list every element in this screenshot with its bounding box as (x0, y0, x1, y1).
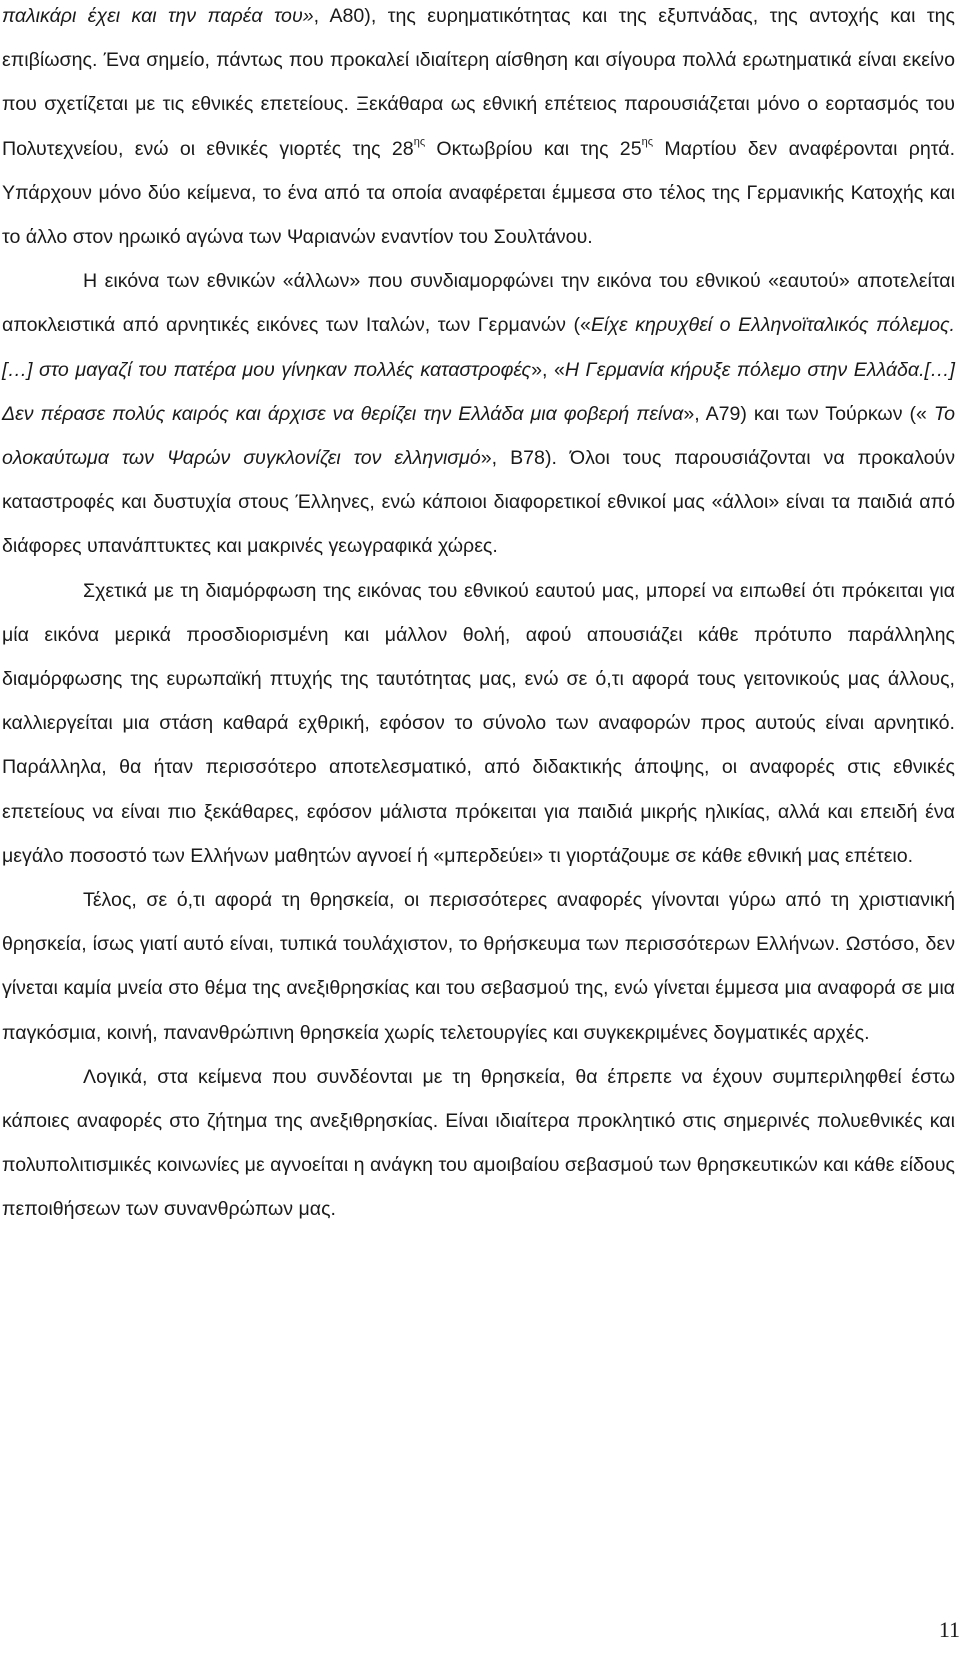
ordinal-suffix: ης (413, 135, 426, 148)
text-run: », Α79) και των Τούρκων (« (683, 402, 934, 425)
text-run: », « (531, 358, 565, 381)
italic-quote: Η Γερμανία κήρυξε πόλεμο στην Ελλάδα.[…] Δεν πέρασε πολύς καιρός και άρχισε να θερίζει την Ελλάδα μια φοβερή πείνα (2, 358, 955, 425)
italic-quote: Είχε κηρυχθεί ο Ελληνοϊταλικός πόλεμος.[…] στο μαγαζί του πατέρα μου γίνηκαν πολλές καταστροφές (2, 314, 956, 381)
text-run: Τέλος, σε ό,τι αφορά τη θρησκεία, οι περισσότερες αναφορές γίνονται γύρω από τη χριστιανική θρησκεία, ίσως γιατί αυτό είναι, τυπικά τουλάχιστον, το θρήσκευμα των περισσότερων Ελλήνων. Ωστόσο, δεν γίνεται καμία μνεία στο θέμα της ανεξιθρησκίας και του σεβασμού της, ενώ γίνεται έμμεσα μια αναφορά σε μια παγκόσμια, κοινή, πανανθρώπινη θρησκεία χωρίς τελετουργίες και συγκεκριμένες δογματικές αρχές. (2, 889, 955, 1044)
italic-quote: παλικάρι έχει και την παρέα του» (2, 5, 314, 27)
italic-quote: Το ολοκαύτωμα των Ψαρών συγκλονίζει τον ελληνισμό (2, 402, 955, 470)
ordinal-suffix: ης (641, 135, 654, 148)
page-number: 11 (938, 1617, 960, 1642)
paragraph (2, 878, 955, 1055)
text-run: , Α80), της ευρηματικότητας και της εξυπνάδας, της αντοχής και της επιβίωσης. Ένα σημείο, πάντως που προκαλεί ιδιαίτερη αίσθηση και σίγουρα πολλά ερωτηματικά είναι εκείνο που σχετίζεται με τις εθνικές επετείους. Ξεκάθαρα ως εθνική επέτειος παρουσιάζεται μόνο ο εορτασμός του Πολυτεχνείου, ενώ οι εθνικές γιορτές της 28 (2, 5, 955, 160)
paragraph (2, 569, 955, 878)
text-run: Μαρτίου δεν αναφέρονται ρητά. Υπάρχουν μόνο δύο κείμενα, το ένα από τα οποία αναφέρεται έμμεσα στο τέλος της Γερμανικής Κατοχής και το άλλο στον ηρωικό αγώνα των Ψαριανών εναντίον του Σουλτάνου. (2, 137, 956, 249)
body-text (2, 0, 960, 1232)
text-run: Οκτωβρίου και της 25 (425, 137, 642, 160)
paragraph (2, 0, 955, 259)
text-run: Λογικά, στα κείμενα που συνδέονται με τη θρησκεία, θα έπρεπε να έχουν συμπεριληφθεί έστω κάποιες αναφορές στο ζήτημα της ανεξιθρησκίας. Είναι ιδιαίτερα προκλητικό στις σημερινές πολυεθνικές και πολυπολιτισμικές κοινωνίες με αγνοείται η ανάγκη του αμοιβαίου σεβασμού των θρησκευτικών και κάθε είδους πεποιθήσεων των συνανθρώπων μας. (2, 1065, 955, 1221)
text-run: Σχετικά με τη διαμόρφωση της εικόνας του εθνικού εαυτού μας, μπορεί να ειπωθεί ότι πρόκειται για μία εικόνα μερικά προσδιορισμένη και μάλλον θολή, αφού απουσιάζει κάθε πρότυπο παράλληλης διαμόρφωσης της ευρωπαϊκή πτυχής της ταυτότητας μας, ενώ σε ό,τι αφορά τους γειτονικούς μας άλλους, καλλιεργείται μια στάση καθαρά εχθρική, εφόσον το σύνολο των αναφορών προς αυτούς είναι αρνητικό. Παράλληλα, θα ήταν περισσότερο αποτελεσματικό, από διδακτικής άποψης, οι αναφορές στις εθνικές επετείους να είναι πιο ξεκάθαρες, εφόσον μάλιστα πρόκειται για παιδιά μικρής ηλικίας, αλλά και επειδή ένα μεγάλο ποσοστό των Ελλήνων μαθητών αγνοεί ή «μπερδεύει» τι γιορτάζουμε σε κάθε εθνική μας επέτειο. (2, 579, 955, 867)
text-run: », Β78). Όλοι τους παρουσιάζονται να προκαλούν καταστροφές και δυστυχία στους Έλληνες, ενώ κάποιοι διαφορετικοί εθνικοί μας «άλλοι» είναι τα παιδιά από διάφορες υπανάπτυκτες και μακρινές γεωγραφικά χώρες. (2, 447, 955, 558)
paragraph (2, 1055, 955, 1232)
text-run: Η εικόνα των εθνικών «άλλων» που συνδιαμορφώνει την εικόνα του εθνικού «εαυτού» αποτελείται αποκλειστικά από αρνητικές εικόνες των Ιταλών, των Γερμανών (« (2, 270, 955, 337)
paragraph (2, 259, 955, 568)
